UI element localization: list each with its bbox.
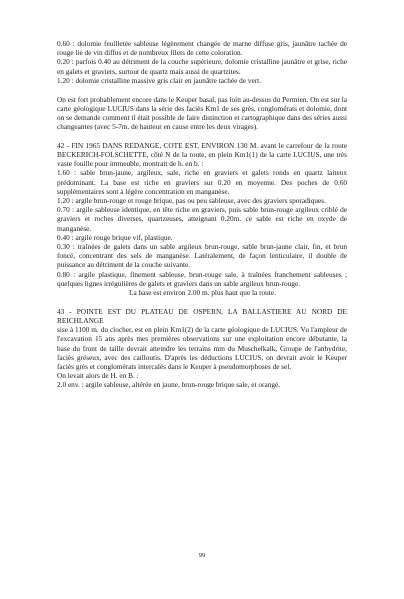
text-line: 0.20 : parfois 0.40 au détriment de la couche supérieure, dolomie cristalline jaunâtre et grise, riche en galets et graviers, surtout de quartz mais aussi de quartzites. xyxy=(57,57,347,76)
text-column xyxy=(57,39,347,399)
text-line: 0.40 : argile rouge brique vif, plastique. xyxy=(57,232,173,242)
paragraph-block-1 xyxy=(57,39,347,85)
paragraph-block-3 xyxy=(57,141,347,297)
indented-note: La base est environ 2.00 m. plus haut que la route. xyxy=(129,288,276,298)
text-line: 0.60 : dolomie feuilletée sableuse légèrement changée de marne diffuse gris, jaunâtre tachée de rouge lie de vin diffus et de nombreux filets de cette coloration. xyxy=(57,39,347,58)
section-heading-43: 43 - POINTE EST DU PLATEAU DE OSPERN, LA BALLASTIERE AU NORD DE REICHLANGE xyxy=(57,306,347,325)
text-line: 1.20 : dolomie cristalline massive gris clair en jaunâtre tachée de vert. xyxy=(57,75,262,85)
section-heading-42: 42 - FIN 1965 DANS REDANGE, COTE EST, ENVIRON 130 M. avant le carrefour de la route BECKERICH-FOLSCHETTE, côté N de la route, en plein Km1(1) de la carte LUCIUS, une très vaste fouille pour immeuble, montrait de h. en b. : xyxy=(57,140,347,169)
page-number: 99 xyxy=(198,552,206,559)
paragraph-block-4 xyxy=(57,307,347,390)
text-line: 2.0 env. : argile sableuse, altérée en jaune, brun-rouge brique sale, et orangé. xyxy=(57,380,281,390)
text-line: 0.80 : argile plastique, finement sableuse, brun-rouge sale, à traînées franchement sableuses ; quelques lignes irrégulières de galets et graviers dans un sable argileux brun-rouge. xyxy=(57,269,347,288)
paragraph-block-2 xyxy=(57,95,347,132)
text-line: 0.30 : traînées de galets dans un sable argileux brun-rouge, sable brun-jaune clair, fin, et brun foncé, concentrant des sels de manganèse. Latéralement, de façon lenticulaire, il double de puissance au détriment de la couche suivante. xyxy=(57,242,347,270)
text-paragraph: On est fort probablement encore dans le Keuper basal, pas loin au-dessus du Permien. On est sur la carte géologique LUCIUS dans la série des faciès Km1 de ses grès, conglomérats et dolomie, dont on se demande comment il était possible de faire distinction et cartographique dans des séries aussi changeantes (avec 5-7m. de hauteur en cause entre les deux virages). xyxy=(57,94,347,132)
text-line: On levait alors de H. en B. : xyxy=(57,371,139,381)
text-line: 0.70 : argile sableuse identique, en tête riche en graviers, puis sable brun-rouge argileux criblé de graviers et roches diverses, quartzeuses, atteignant 0.20m. ce sable est riche en oxyde de manganèse. xyxy=(57,205,347,233)
text-line: sise à 1100 m. du clocher, est en plein Km1(2) de la carte géologique de LUCIUS. Vu l'ampleur de l'excavation 15 ans après mes premières observations sur une exploitation encore débutante, la base du front de taille devrait atteindre les terrains mm du Muschelkalk, Groupe de l'anhydrite, faciès gréseux, avec des cailloutis. D'après les déductions LUCIUS, on devrait avoir le Keuper faciès grès et conglomérats intercalés dans le Keuper à pseudomorphoses de sel. xyxy=(57,325,347,371)
text-line: 1.20 : argile brun-rouge et rouge brique, pas ou peu sableuse, avec des graviers sporadiques. xyxy=(57,196,326,206)
text-line: 1.60 : sable brun-jaune, argileux, sale, riche en graviers et galets ronds en quartz laiteux prédominant. La base est riche en graviers sur 0.20 en moyenne. Des poches de 0.60 supplémentaires sont à légère concentration en manganèse. xyxy=(57,168,347,196)
